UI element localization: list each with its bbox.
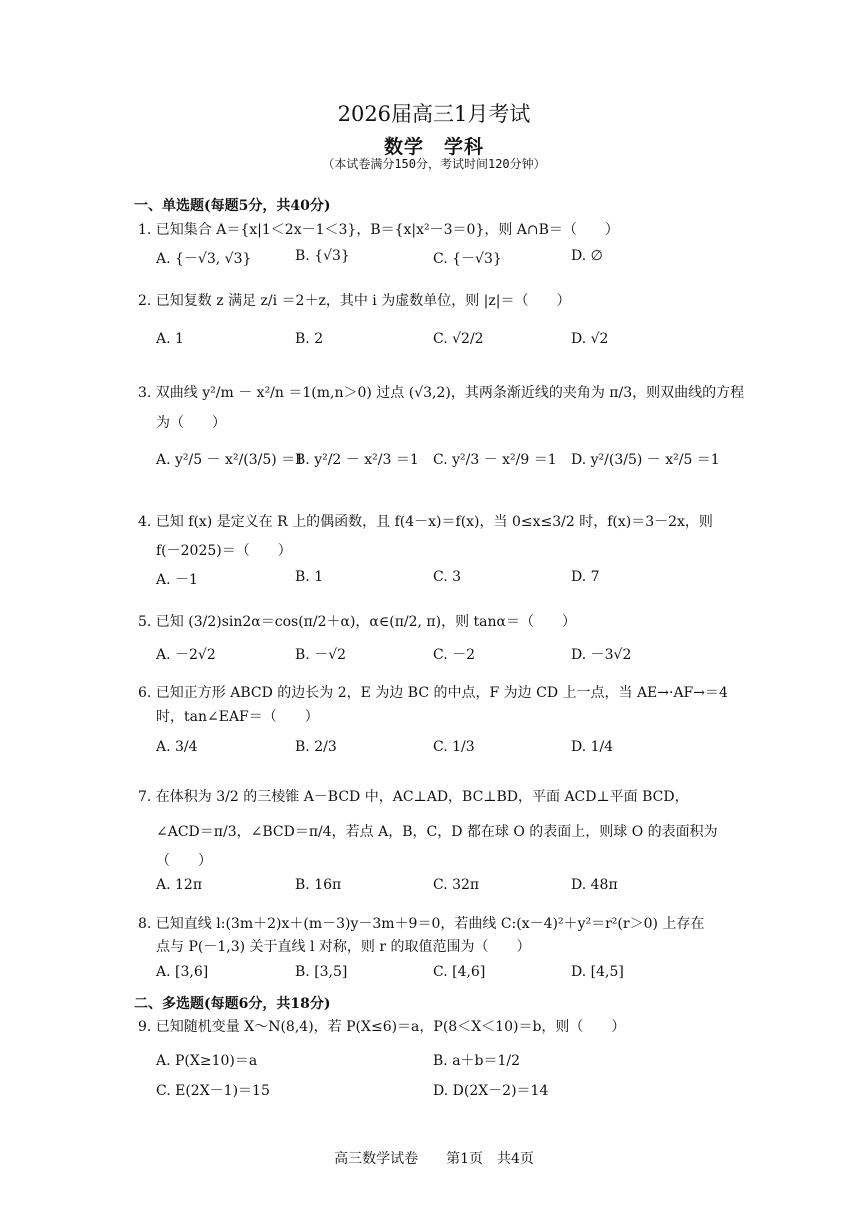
question-7-option-a: A. 12π [156,877,203,893]
question-4-option-c: C. 3 [433,569,462,585]
question-6-option-d: D. 1/4 [571,739,614,755]
question-7-option-d: D. 48π [571,877,618,893]
question-3-line-2: 为（ ） [156,415,226,431]
question-7-option-c: C. 32π [433,877,480,893]
question-2-line-1: 2. 已知复数 z 满足 z/i ＝2＋z，其中 i 为虚数单位，则 |z|＝（ ） [138,293,571,309]
question-2-option-c: C. √2/2 [433,331,484,347]
question-5-option-c: C. －2 [433,647,476,663]
question-2-option-d: D. √2 [571,331,609,347]
question-1-option-d: D. ∅ [571,248,603,264]
question-1-option-b: B. {√3} [295,248,350,264]
question-3-option-c: C. y²/3 － x²/9 ＝1 [433,452,557,468]
exam-title: 2026届高三1月考试 [337,102,531,126]
question-9-line-1: 9. 已知随机变量 X～N(8,4)，若 P(X≤6)＝a，P(8＜X＜10)＝b，则（ ） [138,1019,626,1035]
section-heading-single-choice: 一、单选题(每题5分，共40分) [134,198,331,214]
question-4-option-d: D. 7 [571,569,600,585]
question-8-option-a: A. [3,6] [156,964,209,980]
question-6-option-a: A. 3/4 [156,739,198,755]
question-7-line-1: 7. 在体积为 3/2 的三棱锥 A－BCD 中，AC⊥AD，BC⊥BD，平面 ACD⊥平面 BCD， [138,789,689,805]
question-9-option-d: D. D(2X－2)＝14 [433,1083,549,1099]
question-4-line-1: 4. 已知 f(x) 是定义在 R 上的偶函数，且 f(4－x)＝f(x)，当 0≤x≤3/2 时，f(x)＝3－2x，则 [138,514,713,530]
question-9-option-c: C. E(2X－1)＝15 [156,1083,270,1099]
question-5-option-a: A. －2√2 [156,647,216,663]
question-1-line-1: 1. 已知集合 A＝{x|1＜2x－1＜3}，B＝{x|x²－3＝0}，则 A∩B＝（ ） [138,222,619,238]
section-heading-multi-choice: 二、多选题(每题6分，共18分) [134,996,331,1012]
question-1-option-c: C. {－√3} [433,251,502,267]
question-5-line-1: 5. 已知 (3/2)sin2α＝cos(π/2＋α)，α∈(π/2, π)，则 tanα＝（ ） [138,614,576,630]
question-2-option-b: B. 2 [295,331,324,347]
question-7-line-3: （ ） [156,853,212,869]
question-4-option-a: A. －1 [156,572,198,588]
question-5-option-d: D. －3√2 [571,647,632,663]
question-2-option-a: A. 1 [156,331,184,347]
question-3-option-a: A. y²/5 － x²/(3/5) ＝1 [156,452,305,468]
question-8-option-c: C. [4,6] [433,964,486,980]
question-8-option-d: D. [4,5] [571,964,624,980]
question-4-option-b: B. 1 [295,569,324,585]
question-8-line-2: 点与 P(－1,3) 关于直线 l 对称，则 r 的取值范围为（ ） [156,939,531,955]
exam-subject: 数学 学科 [383,136,484,158]
question-9-option-b: B. a＋b＝1/2 [433,1053,521,1069]
question-3-line-1: 3. 双曲线 y²/m － x²/n ＝1(m,n＞0) 过点 (√3,2)，其两条渐近线的夹角为 π/3，则双曲线的方程 [138,385,745,401]
question-7-line-2: ∠ACD＝π/3，∠BCD＝π/4，若点 A，B，C，D 都在球 O 的表面上，则球 O 的表面积为 [156,824,718,840]
question-5-option-b: B. －√2 [295,647,347,663]
question-3-option-b: B. y²/2 － x²/3 ＝1 [295,452,419,468]
exam-note: （本试卷满分150分，考试时间120分钟） [322,157,546,171]
question-4-line-2: f(－2025)＝（ ） [156,543,292,559]
question-8-option-b: B. [3,5] [295,964,348,980]
question-8-line-1: 8. 已知直线 l:(3m＋2)x＋(m－3)y－3m＋9＝0，若曲线 C:(x－4)²＋y²＝r²(r＞0) 上存在 [138,916,705,932]
question-9-option-a: A. P(X≥10)＝a [156,1053,258,1069]
question-7-option-b: B. 16π [295,877,342,893]
question-6-option-c: C. 1/3 [433,739,475,755]
question-6-option-b: B. 2/3 [295,739,337,755]
question-6-line-2: 时，tan∠EAF＝（ ） [156,709,319,725]
question-1-option-a: A. {－√3, √3} [156,251,252,267]
page-footer: 高三数学试卷 第1页 共4页 [334,1151,534,1167]
question-6-line-1: 6. 已知正方形 ABCD 的边长为 2，E 为边 BC 的中点，F 为边 CD 上一点，当 AE→·AF→＝4 [138,685,728,701]
question-3-option-d: D. y²/(3/5) － x²/5 ＝1 [571,452,720,468]
